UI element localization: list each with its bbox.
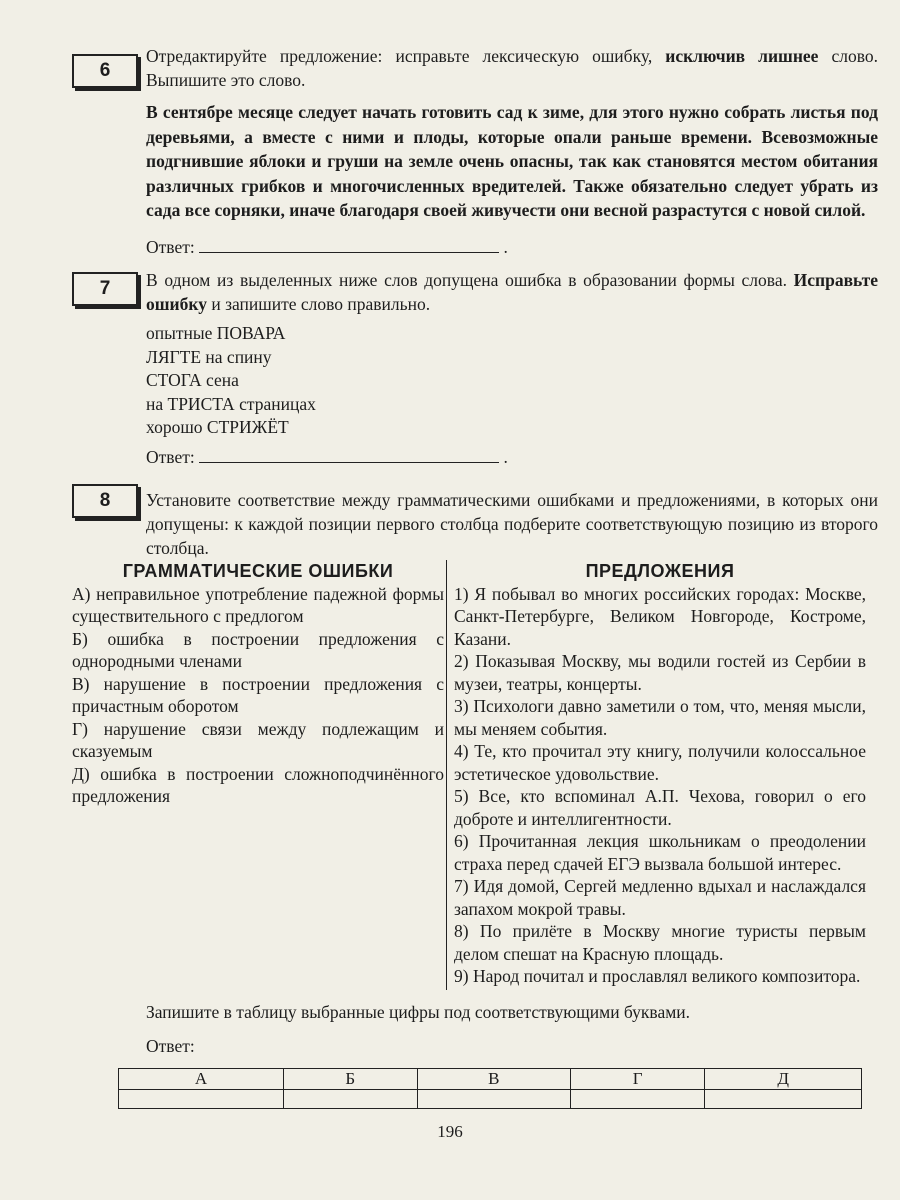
task-7-answer[interactable]: Ответ: . [146, 447, 508, 467]
task-8-number: 8 [72, 484, 138, 518]
sentence-option: 1) Я побывал во многих российских городах: Москве, Санкт-Петербурге, Великом Новгороде, Костроме, Казани. [454, 583, 866, 649]
answer-table-header: А [119, 1069, 284, 1090]
sentence-option: 5) Все, кто вспоминал А.П. Чехова, говорил о его доброте и интеллигентности. [454, 786, 866, 829]
task-6-answer[interactable]: Ответ: . [146, 237, 508, 257]
task-7-answer-label: Ответ: [146, 447, 195, 467]
table-instruction: Запишите в таблицу выбранные цифры под соответствующими буквами. [146, 1002, 691, 1022]
task-6-instruction-part-b: исключив лишнее [665, 46, 819, 66]
task-7-word: СТОГА сена [146, 370, 239, 390]
task-7-word-list [146, 322, 316, 440]
task-7-word: на ТРИСТА страницах [146, 393, 316, 414]
answer-cell-d[interactable] [705, 1090, 862, 1109]
sentences-column-header: ПРЕДЛОЖЕНИЯ [585, 561, 735, 581]
task-7-word: хорошо СТРИЖЁТ [146, 417, 289, 437]
error-option: Д) ошибка в построении сложноподчинённого предложения [72, 763, 444, 806]
task-7-instruction-part-a: В одном из выделенных ниже слов допущена ошибка в образовании формы слова. [146, 270, 794, 290]
task-7-instruction-part-b: Исправьте ошибку [146, 270, 878, 314]
task-7-instruction [146, 268, 878, 316]
task-6-answer-label: Ответ: [146, 237, 195, 257]
errors-column [72, 560, 444, 808]
errors-column-header: ГРАММАТИЧЕСКИЕ ОШИБКИ [122, 561, 394, 581]
answer-cell-a[interactable] [119, 1090, 284, 1109]
error-option: В) нарушение в построении предложения с причастным оборотом [72, 673, 444, 716]
sentence-option: 9) Народ почитал и прославлял великого композитора. [454, 966, 861, 986]
error-option: А) неправильное употребление падежной формы существительного с предлогом [72, 583, 444, 626]
task-6-instruction-part-a: Отредактируйте предложение: исправьте лексическую ошибку, [146, 46, 666, 66]
sentences-column [454, 560, 866, 988]
task-7-answer-blank[interactable] [199, 446, 499, 463]
task-8-instruction: Установите соответствие между грамматическими ошибками и предложениями, в которых они допущены: к каждой позиции первого столбца подберите соответствующую позицию из второго столбца. [146, 490, 878, 558]
answer-cell-v[interactable] [417, 1090, 570, 1109]
answer-table-header: Б [283, 1069, 417, 1090]
task-7-word: опытные ПОВАРА [146, 323, 286, 343]
answer-table-input-row [119, 1090, 862, 1109]
sentence-option: 2) Показывая Москву, мы водили гостей из Сербии в музеи, театры, концерты. [454, 651, 866, 694]
sentence-option: 3) Психологи давно заметили о том, что, меняя мысли, мы меняем события. [454, 696, 866, 739]
task-8-answer-label: Ответ: [146, 1036, 195, 1056]
task-7-number: 7 [72, 272, 138, 306]
task-6-number: 6 [72, 54, 138, 88]
page-number: 196 [437, 1122, 463, 1141]
task-6-instruction [146, 44, 878, 92]
answer-table-header: Д [705, 1069, 862, 1090]
sentence-option: 8) По прилёте в Москву многие туристы первым делом спешат на Красную площадь. [454, 921, 866, 964]
task-6-sentence: В сентябре месяце следует начать готовить сад к зиме, для этого нужно собрать листья под деревьями, а вместе с ними и плоды, которые опали раньше времени. Всевозможные подгнившие яблоки и груши на земле очень опасны, так как становятся местом обитания различных грибков и многочисленных вредителей. Также обязательно следует убрать из сада все сорняки, иначе благодаря своей живучести они весной разрастутся с новой силой. [146, 102, 878, 220]
sentence-option: 6) Прочитанная лекция школьникам о преодолении страха перед сдачей ЕГЭ вызвала большой интерес. [454, 831, 866, 874]
answer-cell-g[interactable] [570, 1090, 704, 1109]
sentence-option: 4) Те, кто прочитал эту книгу, получили колоссальное эстетическое удовольствие. [454, 741, 866, 784]
answer-table-header: В [417, 1069, 570, 1090]
answer-table-header: Г [570, 1069, 704, 1090]
answer-cell-b[interactable] [283, 1090, 417, 1109]
answer-table [118, 1068, 862, 1109]
task-6-instruction-part-c: слово. Выпишите это слово. [146, 46, 879, 90]
column-divider [446, 560, 447, 990]
task-7-instruction-part-c: и запишите слово правильно. [206, 294, 431, 314]
error-option: Б) ошибка в построении предложения с однородными членами [72, 628, 444, 671]
sentence-option: 7) Идя домой, Сергей медленно вдыхал и наслаждался запахом мокрой травы. [454, 876, 866, 919]
answer-table-header-row [119, 1069, 862, 1090]
task-7-word: ЛЯГТЕ на спину [146, 346, 272, 367]
task-6-answer-blank[interactable] [199, 236, 499, 253]
error-option: Г) нарушение связи между подлежащим и сказуемым [72, 718, 444, 761]
